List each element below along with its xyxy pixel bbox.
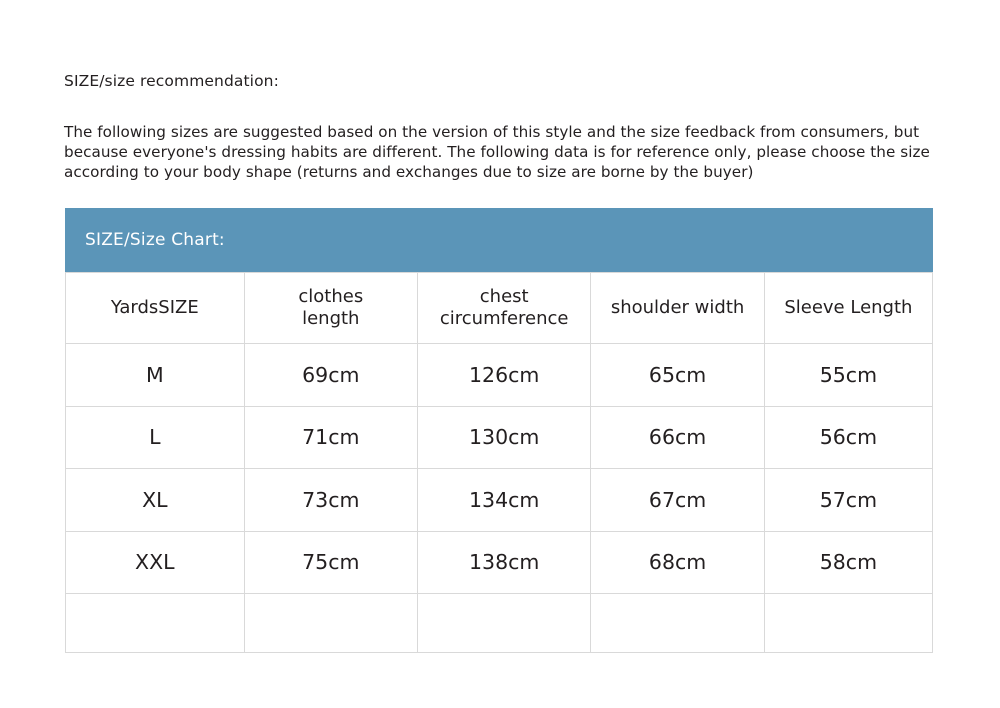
column-header-size <box>66 273 245 344</box>
cell-shoulder-width: 68cm <box>591 531 764 594</box>
column-header-shoulder-width-line1: shoulder width <box>610 297 745 318</box>
table-row <box>66 469 933 532</box>
cell-shoulder-width: 65cm <box>591 344 764 407</box>
cell-sleeve-length: 58cm <box>764 531 932 594</box>
cell-clothes-length: 71cm <box>244 406 417 469</box>
cell-shoulder-width: 67cm <box>591 469 764 532</box>
size-chart-header <box>65 208 933 272</box>
table-header-row <box>66 273 933 344</box>
table-row <box>66 531 933 594</box>
cell-size: XXL <box>66 531 245 594</box>
cell-chest-circumference: 134cm <box>417 469 590 532</box>
cell-clothes-length <box>244 594 417 653</box>
cell-chest-circumference: 130cm <box>417 406 590 469</box>
size-chart <box>65 208 933 653</box>
column-header-shoulder-width <box>591 273 764 344</box>
cell-chest-circumference: 126cm <box>417 344 590 407</box>
cell-shoulder-width: 66cm <box>591 406 764 469</box>
column-header-clothes-length-line2: length <box>302 308 360 329</box>
cell-sleeve-length: 57cm <box>764 469 932 532</box>
intro-paragraph: The following sizes are suggested based on the version of this style and the size feedback from consumers, but because everyone's dressing habits are different. The following data is for reference only, please choose the size according to your body shape (returns and exchanges due to size are borne by the buyer) <box>64 123 930 181</box>
cell-sleeve-length: 56cm <box>764 406 932 469</box>
cell-sleeve-length <box>764 594 932 653</box>
column-header-clothes-length <box>244 273 417 344</box>
column-header-sleeve-length <box>764 273 932 344</box>
cell-clothes-length: 73cm <box>244 469 417 532</box>
cell-size: M <box>66 344 245 407</box>
cell-size: XL <box>66 469 245 532</box>
cell-sleeve-length: 55cm <box>764 344 932 407</box>
table-row <box>66 344 933 407</box>
cell-shoulder-width <box>591 594 764 653</box>
table-row <box>66 406 933 469</box>
column-header-size-line1: YardsSIZE <box>110 297 199 318</box>
column-header-chest-circumference <box>417 273 590 344</box>
column-header-chest-circumference-line2: circumference <box>439 308 569 329</box>
cell-size: L <box>66 406 245 469</box>
cell-size <box>66 594 245 653</box>
cell-clothes-length: 69cm <box>244 344 417 407</box>
cell-clothes-length: 75cm <box>244 531 417 594</box>
size-chart-header-title: SIZE/Size Chart: <box>85 230 225 250</box>
column-header-sleeve-length-line1: Sleeve Length <box>784 297 913 318</box>
cell-chest-circumference <box>417 594 590 653</box>
column-header-chest-circumference-line1: chest <box>479 286 529 307</box>
table-row <box>66 594 933 653</box>
intro-title: SIZE/size recommendation: <box>64 72 279 90</box>
column-header-clothes-length-line1: clothes <box>298 286 364 307</box>
cell-chest-circumference: 138cm <box>417 531 590 594</box>
size-chart-table <box>65 272 933 653</box>
